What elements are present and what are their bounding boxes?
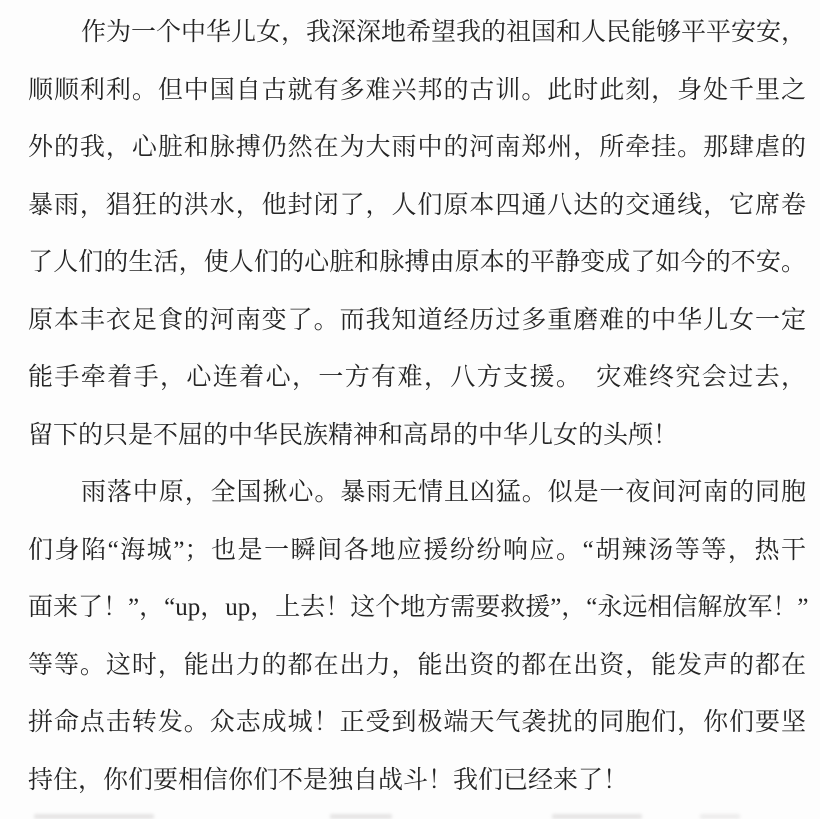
essay-text-line: 了人们的生活，使人们的心脏和脉搏由原本的平静变成了如今的不安。	[28, 249, 806, 276]
cropped-glyph-smudge	[552, 814, 642, 819]
cropped-glyph-smudge	[330, 814, 392, 819]
essay-text-line: 持住，你们要相信你们不是独自战斗！我们已经来了！	[28, 766, 629, 794]
essay-text-line: 拼命点击转发。众志成城！正受到极端天气袭扰的同胞们，你们要坚	[28, 709, 806, 736]
essay-body	[28, 4, 809, 809]
essay-text-line: 外的我，心脏和脉搏仍然在为大雨中的河南郑州，所牵挂。那肆虐的	[28, 134, 806, 161]
essay-text-line: 留下的只是不屈的中华民族精神和高昂的中华儿女的头颅！	[28, 421, 679, 449]
essay-text-line: 暴雨，猖狂的洪水，他封闭了，人们原本四通八达的交通线，它席卷	[28, 191, 806, 219]
cropped-glyph-smudge	[700, 814, 740, 819]
essay-text-line: 能手牵着手，心连着心，一方有难，八方支援。 灾难终究会过去，	[28, 364, 806, 391]
essay-text-line: 作为一个中华儿女，我深深地希望我的祖国和人民能够平平安安，	[81, 19, 807, 46]
essay-text-line: 原本丰衣足食的河南变了。而我知道经历过多重磨难的中华儿女一定	[28, 306, 806, 334]
essay-text-line: 们身陷“海城”；也是一瞬间各地应援纷纷响应。“胡辣汤等等，热干	[28, 536, 806, 564]
essay-text-line: 顺顺利利。但中国自古就有多难兴邦的古训。此时此刻，身处千里之	[28, 76, 806, 104]
essay-text-line: 等等。这时，能出力的都在出力，能出资的都在出资，能发声的都在	[28, 651, 806, 679]
essay-text-line: 面来了！”，“up，up，上去！这个地方需要救援”，“永远相信解放军！”	[28, 594, 809, 621]
cropped-glyph-smudge	[34, 814, 154, 819]
cropped-text-remnant	[0, 813, 820, 819]
essay-text-line: 雨落中原，全国揪心。暴雨无情且凶猛。似是一夜间河南的同胞	[81, 479, 806, 506]
